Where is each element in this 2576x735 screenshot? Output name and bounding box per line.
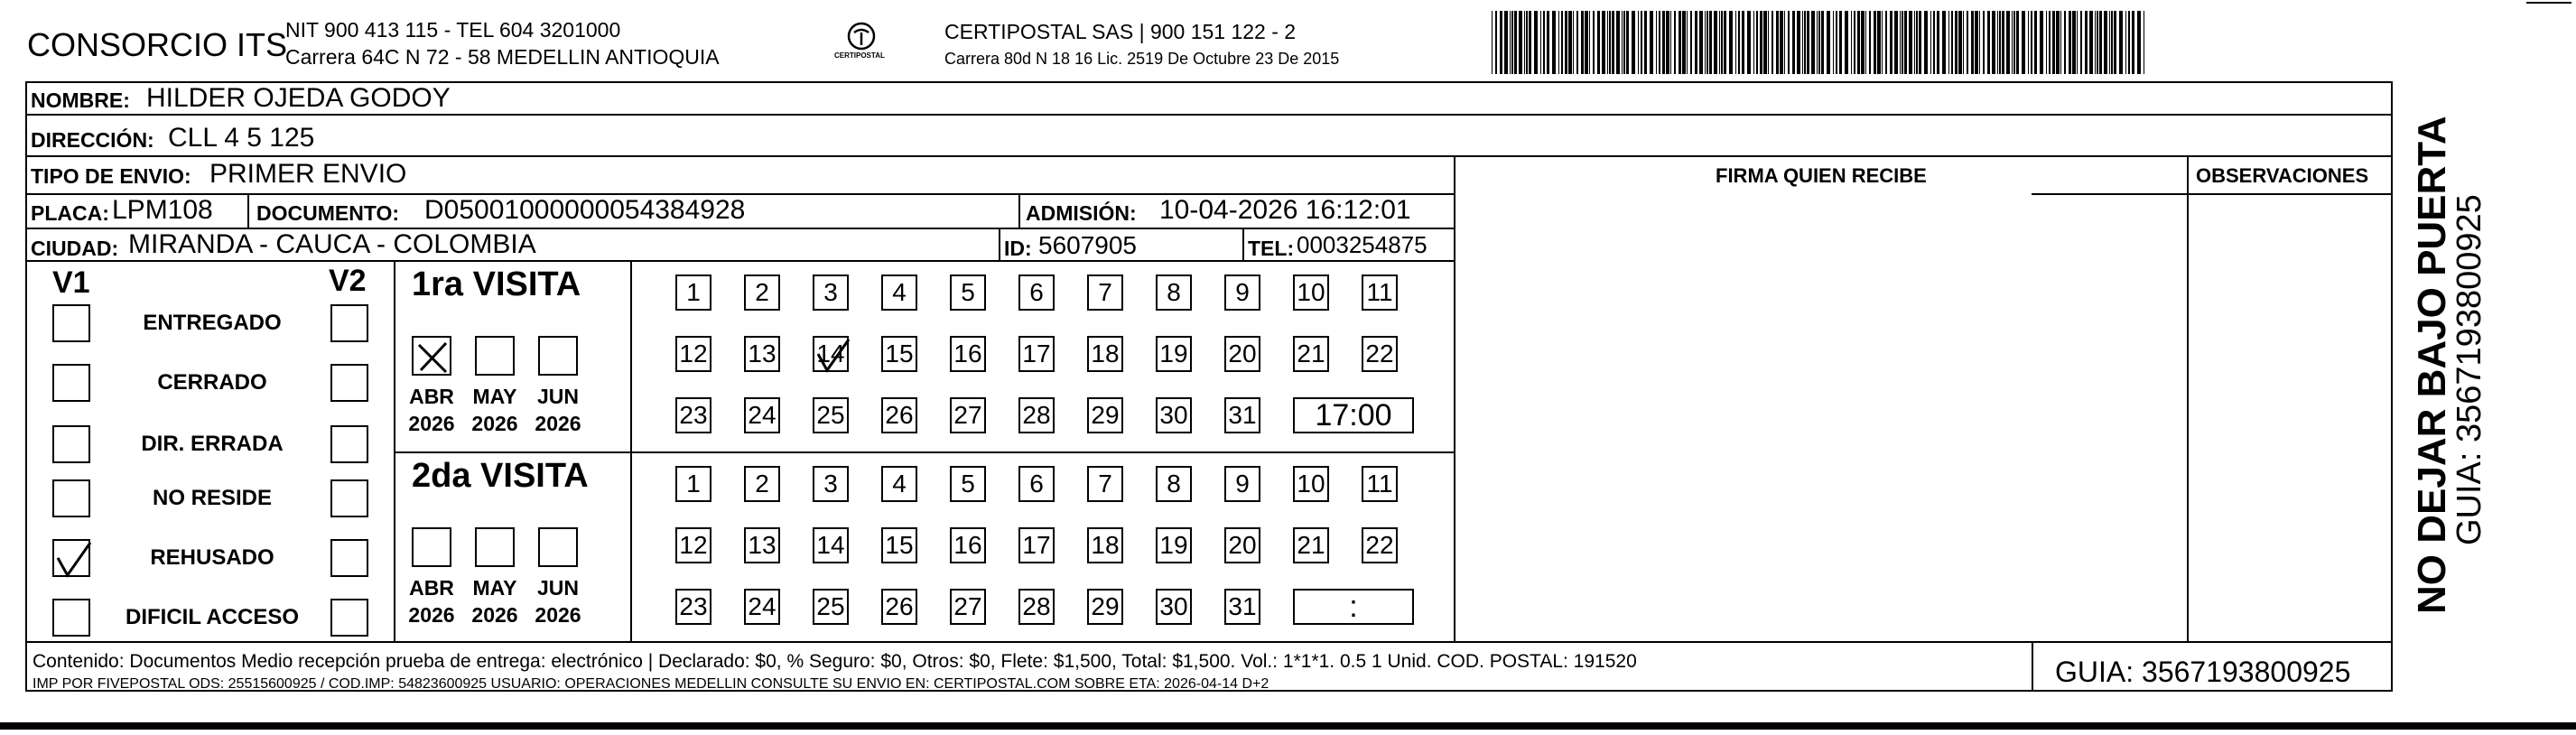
visit-title: 1ra VISITA [412, 265, 581, 303]
day-box[interactable]: 17 [1018, 527, 1055, 563]
row-line [25, 155, 2391, 157]
day-box[interactable]: 2 [744, 274, 780, 311]
time-box[interactable]: : [1293, 589, 1414, 625]
ciudad-value: MIRANDA - CAUCA - COLOMBIA [128, 229, 536, 259]
month-checkbox[interactable] [412, 527, 451, 567]
month-label [525, 383, 591, 437]
day-box[interactable]: 31 [1224, 589, 1260, 625]
day-box[interactable]: 18 [1087, 527, 1123, 563]
day-box[interactable]: 30 [1156, 397, 1192, 433]
col-line [247, 193, 249, 228]
v1-label: V1 [52, 265, 90, 300]
row-line [2032, 193, 2391, 195]
month-name: MAY [472, 385, 517, 408]
day-box[interactable]: 7 [1087, 466, 1123, 502]
month-name: JUN [536, 576, 579, 600]
v2-checkbox[interactable] [330, 425, 368, 463]
month-label [399, 574, 464, 628]
v1-checkbox[interactable] [52, 304, 90, 342]
day-box[interactable]: 15 [881, 527, 917, 563]
day-box[interactable]: 22 [1362, 527, 1398, 563]
day-box[interactable]: 24 [744, 589, 780, 625]
col-line [1018, 193, 1020, 228]
day-box[interactable]: 10 [1293, 274, 1329, 311]
day-box[interactable]: 23 [675, 397, 711, 433]
logo-text: CERTIPOSTAL [834, 51, 885, 60]
day-box[interactable]: 14 [813, 336, 849, 372]
day-box[interactable]: 30 [1156, 589, 1192, 625]
firma-label: FIRMA QUIEN RECIBE [1716, 164, 1927, 187]
side-guia: GUIA: 3567193800925 [2450, 194, 2488, 545]
bottom-shadow [0, 722, 2576, 730]
day-box[interactable]: 8 [1156, 466, 1192, 502]
v2-checkbox[interactable] [330, 479, 368, 517]
day-box[interactable]: 11 [1362, 466, 1398, 502]
v1-checkbox[interactable] [52, 599, 90, 637]
day-box[interactable]: 28 [1018, 589, 1055, 625]
day-box[interactable]: 29 [1087, 397, 1123, 433]
visit-title: 2da VISITA [412, 457, 589, 495]
day-box[interactable]: 16 [950, 336, 986, 372]
month-name: MAY [472, 576, 517, 600]
day-box[interactable]: 1 [675, 274, 711, 311]
day-box[interactable]: 27 [950, 397, 986, 433]
id-value: 5607905 [1038, 231, 1138, 259]
month-name: JUN [536, 385, 579, 408]
day-box[interactable]: 7 [1087, 274, 1123, 311]
month-name: ABR [409, 576, 454, 600]
month-checkbox[interactable] [538, 527, 578, 567]
v2-checkbox[interactable] [330, 539, 368, 577]
day-box[interactable]: 8 [1156, 274, 1192, 311]
v1-checkbox[interactable] [52, 539, 90, 577]
footer-guia: GUIA: 3567193800925 [2055, 656, 2351, 688]
day-box[interactable]: 31 [1224, 397, 1260, 433]
day-box[interactable]: 20 [1224, 336, 1260, 372]
day-box[interactable]: 28 [1018, 397, 1055, 433]
day-box[interactable]: 21 [1293, 527, 1329, 563]
tel-label: TEL: [1248, 237, 1295, 260]
day-box[interactable]: 26 [881, 589, 917, 625]
col-line [2032, 641, 2033, 690]
day-box[interactable]: 25 [813, 589, 849, 625]
v2-checkbox[interactable] [330, 304, 368, 342]
placa-value: LPM108 [112, 195, 213, 225]
month-label [462, 574, 527, 628]
day-box[interactable]: 6 [1018, 274, 1055, 311]
visit-separator [394, 451, 1454, 453]
day-box[interactable]: 13 [744, 527, 780, 563]
row-line [25, 641, 2391, 643]
day-box[interactable]: 17 [1018, 336, 1055, 372]
form-left-border [25, 81, 27, 690]
month-label [399, 383, 464, 437]
admision-label: ADMISIÓN: [1026, 201, 1137, 225]
month-year: 2026 [535, 603, 581, 627]
day-box[interactable]: 20 [1224, 527, 1260, 563]
month-label [525, 574, 591, 628]
day-box[interactable]: 12 [675, 336, 711, 372]
reason-label: ENTREGADO [143, 311, 282, 335]
day-box[interactable]: 5 [950, 274, 986, 311]
footer-imp: IMP POR FIVEPOSTAL ODS: 25515600925 / COD.IMP: 54823600925 USUARIO: OPERACIONES MEDELLIN CONSULTE SU ENVIO EN: CERTIPOSTAL.COM SOBRE ETA: 2026-04-14 D+2 [33, 676, 1269, 692]
day-box[interactable]: 4 [881, 274, 917, 311]
v2-label: V2 [329, 264, 367, 298]
col-line [2187, 155, 2189, 641]
month-name: ABR [409, 385, 454, 408]
day-box[interactable]: 26 [881, 397, 917, 433]
day-box[interactable]: 11 [1362, 274, 1398, 311]
status-divider [394, 260, 395, 641]
month-year: 2026 [471, 603, 518, 627]
month-checkbox[interactable] [412, 336, 451, 376]
month-checkbox[interactable] [475, 336, 515, 376]
day-box[interactable]: 1 [675, 466, 711, 502]
direccion-label: DIRECCIÓN: [31, 128, 154, 152]
day-box[interactable]: 14 [813, 527, 849, 563]
v1-checkbox[interactable] [52, 364, 90, 402]
v1-checkbox[interactable] [52, 425, 90, 463]
day-box[interactable]: 29 [1087, 589, 1123, 625]
time-box[interactable]: 17:00 [1293, 397, 1414, 433]
day-box[interactable]: 4 [881, 466, 917, 502]
reason-label: REHUSADO [150, 545, 274, 570]
day-box[interactable]: 5 [950, 466, 986, 502]
day-box[interactable]: 16 [950, 527, 986, 563]
day-box[interactable]: 6 [1018, 466, 1055, 502]
reason-label: DIFICIL ACCESO [125, 605, 299, 629]
day-box[interactable]: 25 [813, 397, 849, 433]
observaciones-label: OBSERVACIONES [2196, 164, 2369, 187]
tipo-envio-label: TIPO DE ENVIO: [31, 164, 191, 188]
col-line [1242, 228, 1244, 260]
col-line [1454, 155, 1455, 641]
side-warning: NO DEJAR BAJO PUERTA [2410, 116, 2454, 614]
day-box[interactable]: 12 [675, 527, 711, 563]
placa-label: PLACA: [31, 201, 109, 225]
col-line [999, 228, 1000, 260]
day-box[interactable]: 2 [744, 466, 780, 502]
certipostal-logo [825, 18, 897, 72]
nombre-label: NOMBRE: [31, 88, 130, 112]
v2-checkbox[interactable] [330, 364, 368, 402]
ciudad-label: CIUDAD: [31, 237, 119, 260]
month-year: 2026 [535, 412, 581, 435]
month-label [462, 383, 527, 437]
day-box[interactable]: 10 [1293, 466, 1329, 502]
tel-value: 0003254875 [1297, 231, 1427, 258]
corner-mark [2526, 2, 2571, 4]
documento-label: DOCUMENTO: [256, 201, 400, 225]
company-address: Carrera 64C N 72 - 58 MEDELLIN ANTIOQUIA [285, 45, 720, 69]
day-box[interactable]: 27 [950, 589, 986, 625]
day-box[interactable]: 15 [881, 336, 917, 372]
day-box[interactable]: 19 [1156, 336, 1192, 372]
month-year: 2026 [471, 412, 518, 435]
reason-label: CERRADO [157, 370, 267, 395]
company-name: CONSORCIO ITS [27, 26, 288, 63]
v1-checkbox[interactable] [52, 479, 90, 517]
carrier-name: CERTIPOSTAL SAS | 900 151 122 - 2 [944, 20, 1297, 43]
day-box[interactable]: 22 [1362, 336, 1398, 372]
month-year: 2026 [408, 603, 455, 627]
reason-label: DIR. ERRADA [141, 432, 284, 456]
nombre-value: HILDER OJEDA GODOY [146, 83, 451, 113]
tipo-envio-value: PRIMER ENVIO [209, 159, 407, 189]
day-box[interactable]: 3 [813, 274, 849, 311]
id-label: ID: [1004, 237, 1032, 260]
month-checkbox[interactable] [475, 527, 515, 567]
day-box[interactable]: 21 [1293, 336, 1329, 372]
day-box[interactable]: 24 [744, 397, 780, 433]
documento-value: D05001000000054384928 [424, 195, 746, 225]
day-box[interactable]: 19 [1156, 527, 1192, 563]
day-box[interactable]: 23 [675, 589, 711, 625]
form-right-border [2391, 81, 2393, 690]
reason-label: NO RESIDE [152, 486, 273, 510]
day-box[interactable]: 18 [1087, 336, 1123, 372]
day-box[interactable]: 9 [1224, 274, 1260, 311]
visit-divider [630, 260, 632, 641]
certipostal-logo-icon [825, 18, 897, 72]
day-box[interactable]: 3 [813, 466, 849, 502]
month-checkbox[interactable] [538, 336, 578, 376]
barcode [1492, 11, 2151, 74]
row-line [25, 114, 2391, 116]
footer-contenido: Contenido: Documentos Medio recepción prueba de entrega: electrónico | Declarado: $0, % Seguro: $0, Otros: $0, Flete: $1,500, Total: $1,500. Vol.: 1*1*1. 0.5 1 Unid. COD. POSTAL: 191520 [33, 651, 1637, 672]
direccion-value: CLL 4 5 125 [168, 123, 315, 153]
carrier-address: Carrera 80d N 18 16 Lic. 2519 De Octubre 23 De 2015 [944, 50, 1340, 68]
day-box[interactable]: 9 [1224, 466, 1260, 502]
row-line [25, 260, 1454, 262]
company-nit: NIT 900 413 115 - TEL 604 3201000 [285, 18, 621, 42]
admision-value: 10-04-2026 16:12:01 [1159, 195, 1411, 225]
month-year: 2026 [408, 412, 455, 435]
v2-checkbox[interactable] [330, 599, 368, 637]
day-box[interactable]: 13 [744, 336, 780, 372]
